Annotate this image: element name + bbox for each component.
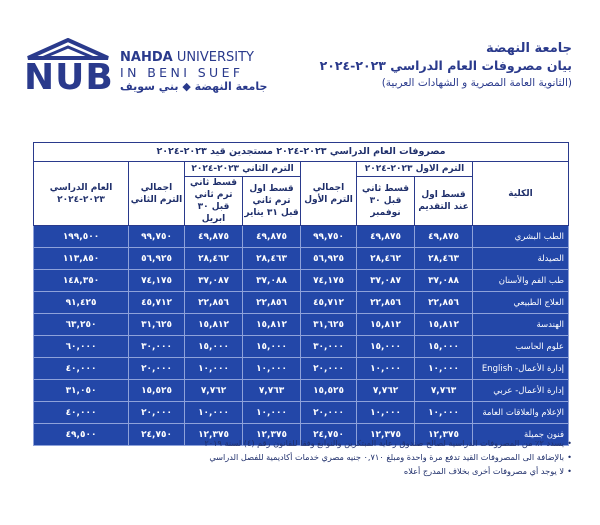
t2-second-cell: ١٢,٣٧٥	[185, 424, 243, 446]
year-total-cell: ٣١,٠٥٠	[34, 380, 129, 402]
logo-name-bold: NAHDA	[120, 50, 173, 65]
t1-second-cell: ١٢,٣٧٥	[357, 424, 415, 446]
t2-total-cell: ٤٥,٧١٢	[129, 292, 185, 314]
faculty-cell: طب الفم والأسنان	[473, 270, 569, 292]
t1-total-cell: ٣٠,٠٠٠	[301, 336, 357, 358]
t1-total-cell: ٢٠,٠٠٠	[301, 402, 357, 424]
document-title: بيان مصروفات العام الدراسي ٢٠٢٣-٢٠٢٤	[319, 58, 572, 73]
t2-second-cell: ٣٧,٠٨٧	[185, 270, 243, 292]
logo-name	[120, 50, 254, 65]
t1-first-cell: ١٠,٠٠٠	[415, 358, 473, 380]
year-total-cell: ٩١,٤٢٥	[34, 292, 129, 314]
t2-second-cell: ١٥,٨١٢	[185, 314, 243, 336]
group-term1: الترم الاول ٢٠٢٣-٢٠٢٤	[357, 162, 473, 177]
t2-total-cell: ٣٠,٠٠٠	[129, 336, 185, 358]
t1-second-cell: ٣٧,٠٨٧	[357, 270, 415, 292]
t1-total-cell: ٣١,٦٢٥	[301, 314, 357, 336]
t1-second-cell: ٤٩,٨٧٥	[357, 226, 415, 248]
year-total-cell: ٤٩,٥٠٠	[34, 424, 129, 446]
faculty-cell: علوم الحاسب	[473, 336, 569, 358]
t1-total-cell: ٢٠,٠٠٠	[301, 358, 357, 380]
t2-total-cell: ٢٠,٠٠٠	[129, 402, 185, 424]
col-t1-first: قسط اول عند التقديم	[415, 177, 473, 226]
table-row	[34, 292, 569, 314]
year-total-cell: ١٩٩,٥٠٠	[34, 226, 129, 248]
t1-second-cell: ١٥,٠٠٠	[357, 336, 415, 358]
t1-total-cell: ١٥,٥٢٥	[301, 380, 357, 402]
year-total-cell: ١٤٨,٣٥٠	[34, 270, 129, 292]
faculty-cell: إدارة الأعمال- عربي	[473, 380, 569, 402]
t2-total-cell: ٢٤,٧٥٠	[129, 424, 185, 446]
footnotes	[152, 436, 572, 478]
note-text: يسدد ٢٪ من المصروفات الدراسية لصالح صندوق رعاية المبتكرين والنوابغ وفقا للقانون رقم (٤) لسنة ٢٠١٩	[204, 438, 564, 448]
year-total-cell: ٤٠,٠٠٠	[34, 358, 129, 380]
table-row	[34, 314, 569, 336]
t1-total-cell: ٥٦,٩٢٥	[301, 248, 357, 270]
t1-second-cell: ١٠,٠٠٠	[357, 402, 415, 424]
t2-first-cell: ٧,٧٦٣	[243, 380, 301, 402]
group-term2: الترم الثاني ٢٠٢٣-٢٠٢٤	[185, 162, 301, 177]
year-total-cell: ١١٣,٨٥٠	[34, 248, 129, 270]
t2-total-cell: ٣١,٦٢٥	[129, 314, 185, 336]
t2-second-cell: ٢٢,٨٥٦	[185, 292, 243, 314]
t2-second-cell: ١٥,٠٠٠	[185, 336, 243, 358]
note-item	[152, 450, 572, 464]
t1-second-cell: ١٥,٨١٢	[357, 314, 415, 336]
faculty-cell: العلاج الطبيعي	[473, 292, 569, 314]
year-total-cell: ٤٠,٠٠٠	[34, 402, 129, 424]
t1-total-cell: ٤٥,٧١٢	[301, 292, 357, 314]
col-year-total: العام الدراسي ٢٠٢٣-٢٠٢٤	[34, 162, 129, 226]
t2-total-cell: ٥٦,٩٢٥	[129, 248, 185, 270]
table-caption: مصروفات العام الدراسي ٢٠٢٣-٢٠٢٤ مستجدين قيد ٢٠٢٣-٢٠٢٤	[34, 143, 569, 162]
year-total-cell: ٦٠,٠٠٠	[34, 336, 129, 358]
note-item	[152, 436, 572, 450]
t2-second-cell: ٤٩,٨٧٥	[185, 226, 243, 248]
t2-first-cell: ١٠,٠٠٠	[243, 358, 301, 380]
t1-first-cell: ١٢,٣٧٥	[415, 424, 473, 446]
t1-first-cell: ١٠,٠٠٠	[415, 402, 473, 424]
note-item	[152, 464, 572, 478]
t1-first-cell: ١٥,٠٠٠	[415, 336, 473, 358]
faculty-cell: إدارة الأعمال- English	[473, 358, 569, 380]
table-row	[34, 248, 569, 270]
university-logo	[22, 38, 272, 100]
note-text: لا يوجد أي مصروفات أخرى بخلاف المدرج أعلاه	[403, 466, 564, 476]
t1-first-cell: ٢٨,٤٦٣	[415, 248, 473, 270]
t2-first-cell: ٢٢,٨٥٦	[243, 292, 301, 314]
fees-table	[33, 142, 569, 446]
logo-abbr: NUB	[24, 57, 114, 98]
t2-second-cell: ١٠,٠٠٠	[185, 402, 243, 424]
table-row	[34, 358, 569, 380]
table-row	[34, 380, 569, 402]
document-heading	[272, 40, 572, 91]
table-row	[34, 402, 569, 424]
t2-first-cell: ١٥,٠٠٠	[243, 336, 301, 358]
t2-second-cell: ٧,٧٦٢	[185, 380, 243, 402]
university-name: جامعة النهضة	[486, 41, 572, 56]
t1-first-cell: ٢٢,٨٥٦	[415, 292, 473, 314]
note-text: بالإضافة الى المصروفات القيد تدفع مرة واحدة ومبلغ ٠,٧١٠ جنيه مصري خدمات أكاديمية للفصل الدراسي	[209, 452, 564, 462]
bullet-icon: •	[567, 438, 572, 448]
faculty-cell: الإعلام والعلاقات العامة	[473, 402, 569, 424]
document-subtitle: (الثانوية العامة المصرية و الشهادات العربية)	[381, 77, 572, 89]
bullet-icon: •	[567, 452, 572, 462]
faculty-cell: الصيدلة	[473, 248, 569, 270]
t2-second-cell: ١٠,٠٠٠	[185, 358, 243, 380]
t1-total-cell: ٩٩,٧٥٠	[301, 226, 357, 248]
t1-first-cell: ٧,٧٦٣	[415, 380, 473, 402]
t2-total-cell: ٢٠,٠٠٠	[129, 358, 185, 380]
col-t2-first: قسط اول ترم ثاني قبل ٣١ يناير	[243, 177, 301, 226]
table-row	[34, 270, 569, 292]
bullet-icon: •	[567, 466, 572, 476]
t2-first-cell: ٣٧,٠٨٨	[243, 270, 301, 292]
t2-total-cell: ٧٤,١٧٥	[129, 270, 185, 292]
t2-first-cell: ١٥,٨١٢	[243, 314, 301, 336]
logo-name-light: UNIVERSITY	[172, 50, 255, 65]
col-t2-second: قسط ثاني ترم ثاني قبل ٣٠ ابريل	[185, 177, 243, 226]
t1-first-cell: ٣٧,٠٨٨	[415, 270, 473, 292]
t1-first-cell: ٤٩,٨٧٥	[415, 226, 473, 248]
t2-first-cell: ٢٨,٤٦٣	[243, 248, 301, 270]
t1-second-cell: ٢٨,٤٦٢	[357, 248, 415, 270]
col-t1-total: اجمالي الترم الأول	[301, 162, 357, 226]
t1-first-cell: ١٥,٨١٢	[415, 314, 473, 336]
t1-second-cell: ١٠,٠٠٠	[357, 358, 415, 380]
year-total-cell: ٦٣,٢٥٠	[34, 314, 129, 336]
faculty-cell: الهندسة	[473, 314, 569, 336]
table-row	[34, 336, 569, 358]
t2-first-cell: ١٠,٠٠٠	[243, 402, 301, 424]
t2-total-cell: ١٥,٥٢٥	[129, 380, 185, 402]
t1-total-cell: ٧٤,١٧٥	[301, 270, 357, 292]
logo-city: IN BENI SUEF	[120, 65, 244, 80]
t1-second-cell: ٧,٧٦٢	[357, 380, 415, 402]
faculty-cell: فنون جميلة	[473, 424, 569, 446]
logo-arabic: جامعة النهضة ◆ بني سويف	[120, 80, 268, 93]
t2-first-cell: ٤٩,٨٧٥	[243, 226, 301, 248]
col-t2-total: اجمالي الترم الثاني	[129, 162, 185, 226]
col-t1-second: قسط ثاني قبل ٣٠ نوفمبر	[357, 177, 415, 226]
t2-total-cell: ٩٩,٧٥٠	[129, 226, 185, 248]
t2-second-cell: ٢٨,٤٦٢	[185, 248, 243, 270]
col-faculty: الكلية	[473, 162, 569, 226]
t1-total-cell: ٢٤,٧٥٠	[301, 424, 357, 446]
table-row	[34, 226, 569, 248]
faculty-cell: الطب البشري	[473, 226, 569, 248]
t2-first-cell: ١٢,٣٧٥	[243, 424, 301, 446]
t1-second-cell: ٢٢,٨٥٦	[357, 292, 415, 314]
